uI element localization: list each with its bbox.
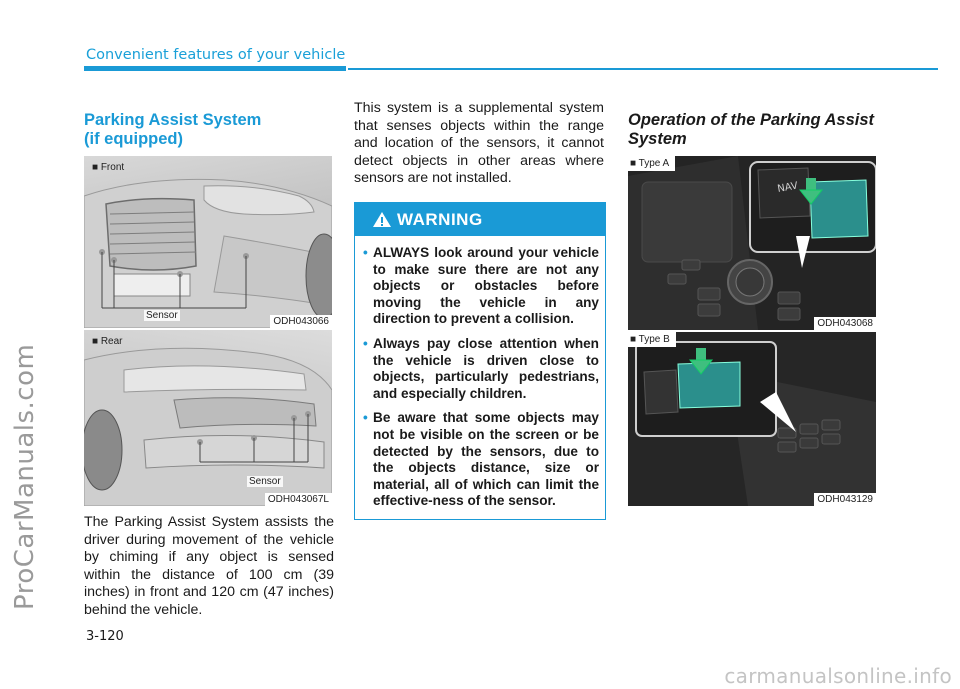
warning-title: WARNING xyxy=(397,210,483,229)
warning-item xyxy=(363,410,599,510)
warning-item-text: Be aware that some objects may not be visible on the screen or be detected by the sensors, due to the objects distance, size or material, all of which can limit the effective-ness of the sensor. xyxy=(373,410,599,509)
warning-icon xyxy=(372,211,392,228)
type-a-figure xyxy=(628,156,876,330)
front-figure-code: ODH043066 xyxy=(270,315,332,328)
type-b-figure xyxy=(628,332,876,506)
operation-title-line1: Operation of the Parking Assist xyxy=(628,111,875,129)
rear-car-illustration xyxy=(84,330,332,506)
operation-title xyxy=(628,111,874,149)
section-title-line1: Parking Assist System xyxy=(84,111,262,129)
header-rule xyxy=(348,68,938,70)
type-a-label: ■ Type A xyxy=(628,156,675,171)
bullet-icon: • xyxy=(363,335,368,351)
rear-figure-label: ■ Rear xyxy=(92,336,123,347)
page-number: 3-120 xyxy=(86,629,124,644)
rear-car-figure xyxy=(84,330,332,506)
front-car-illustration xyxy=(84,156,332,328)
bullet-icon: • xyxy=(363,410,368,426)
supplemental-paragraph: This system is a supplemental system that senses objects within the range and location of the sensors, it cannot detect objects in other areas where sensors are not installed. xyxy=(354,100,604,187)
warning-item-text: ALWAYS look around your vehicle to make sure there are not any objects or obstacles before moving the vehicle in any direction to prevent a collision. xyxy=(373,245,599,327)
warning-box xyxy=(354,202,606,520)
front-sensor-label: Sensor xyxy=(146,310,178,321)
type-b-label: ■ Type B xyxy=(628,332,676,347)
rear-figure-code: ODH043067L xyxy=(265,493,332,506)
type-a-code: ODH043068 xyxy=(814,317,876,330)
bullet-icon: • xyxy=(363,245,368,260)
warning-item-text: Always pay close attention when the vehicle is driven close to objects, particularly pedestrians, and especially children. xyxy=(373,335,599,401)
section-header: Convenient features of your vehicle xyxy=(86,47,346,63)
type-b-console-illustration xyxy=(628,332,876,506)
operation-title-line2: System xyxy=(628,130,687,148)
header-bar xyxy=(84,66,346,71)
warning-list xyxy=(363,245,599,518)
intro-paragraph: The Parking Assist System assists the driver during movement of the vehicle by chiming if any object is sensed within the distance of 100 cm (39 inches) in front and 120 cm (47 inches) behind the vehicle. xyxy=(84,514,334,618)
section-title-line2: (if equipped) xyxy=(84,130,183,148)
svg-text:NAV: NAV xyxy=(776,180,799,195)
warning-item xyxy=(363,336,599,402)
watermark-bottom: carmanualsonline.info xyxy=(724,664,952,688)
type-a-console-illustration xyxy=(628,156,876,330)
warning-header xyxy=(355,203,605,236)
rear-sensor-label: Sensor xyxy=(249,476,281,487)
section-title xyxy=(84,111,261,149)
front-car-figure xyxy=(84,156,332,328)
watermark-side: ProCarManuals.com xyxy=(10,343,40,610)
type-b-code: ODH043129 xyxy=(814,493,876,506)
warning-item xyxy=(363,245,599,328)
front-figure-label: ■ Front xyxy=(92,162,125,173)
